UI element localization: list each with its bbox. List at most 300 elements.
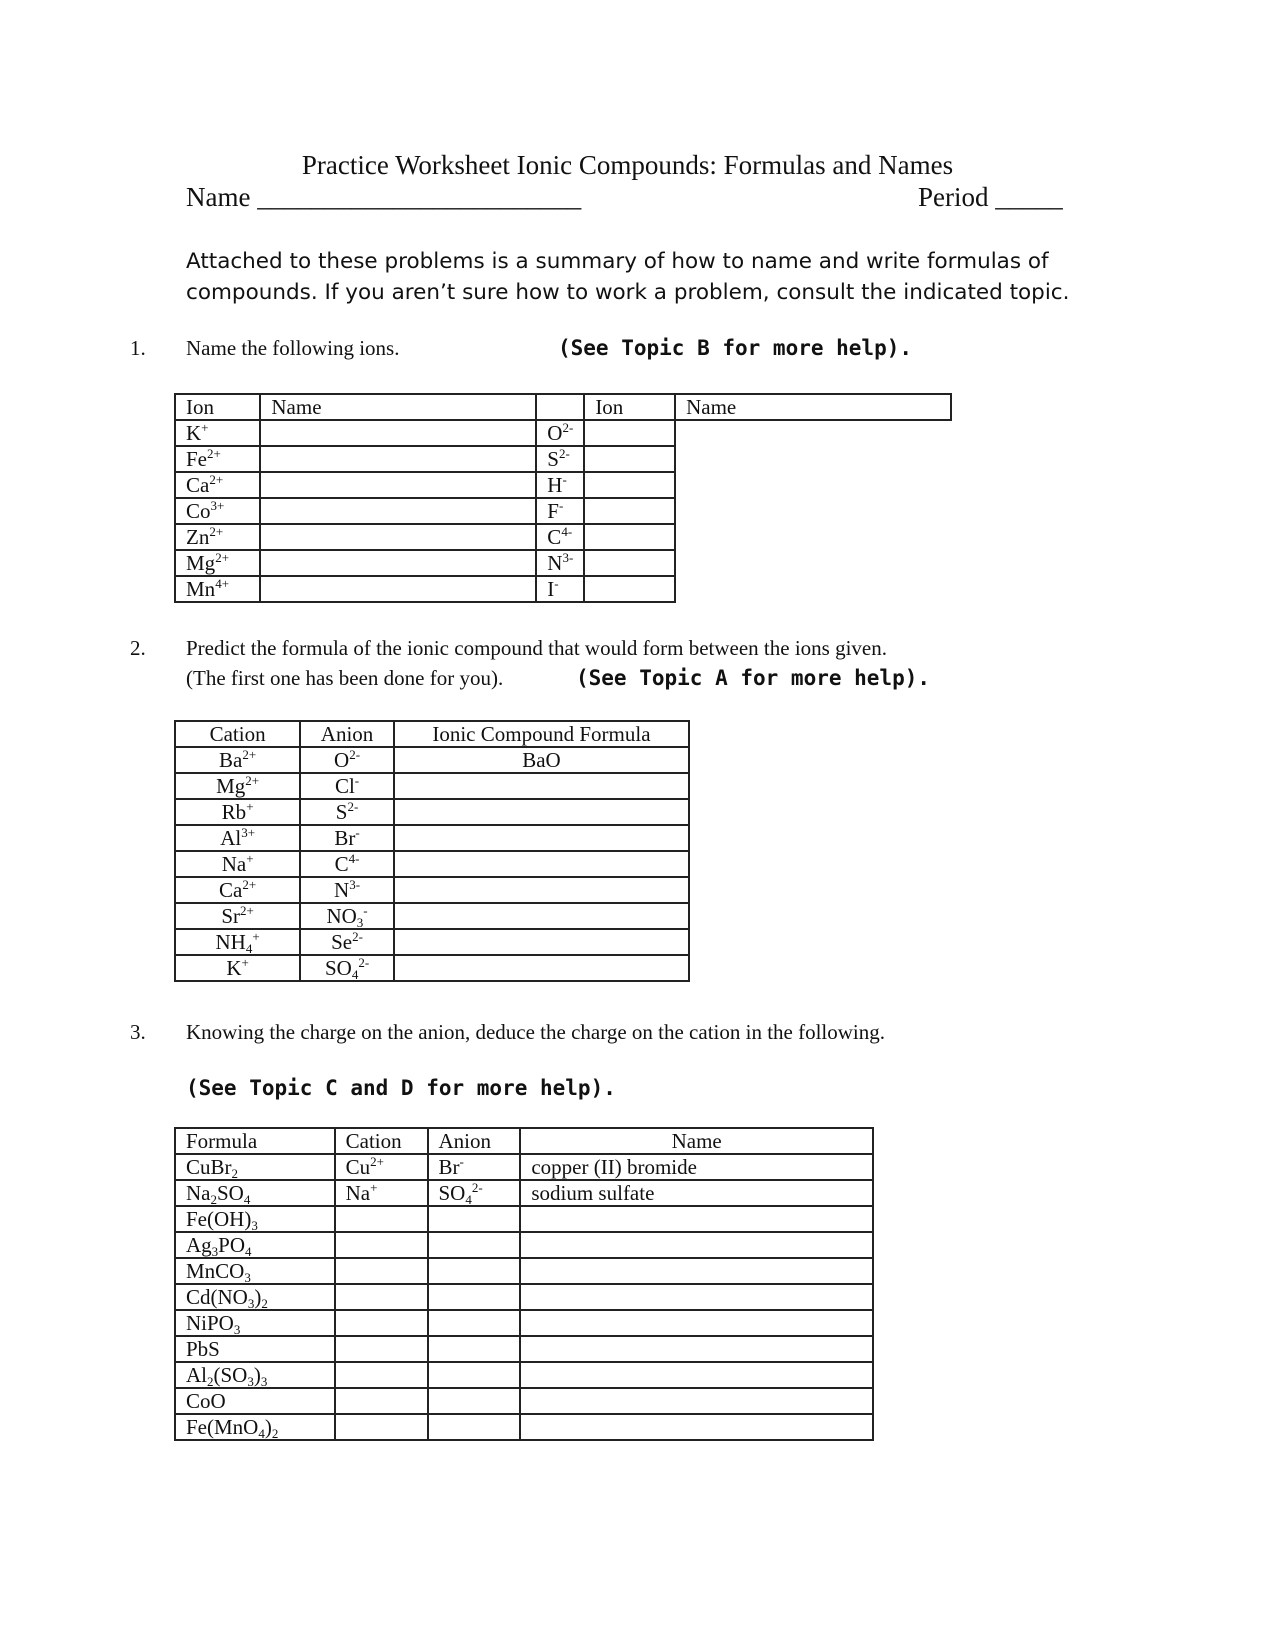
ion-i xyxy=(547,577,558,601)
formula-part: CoO xyxy=(186,1389,226,1413)
ion-cell xyxy=(536,472,584,498)
cation-charge: 3+ xyxy=(241,825,256,840)
ion-k-symbol: K xyxy=(186,421,202,445)
compound-name-answer[interactable] xyxy=(520,1310,873,1336)
compound-name-answer[interactable] xyxy=(520,1258,873,1284)
ion-mn-charge: 4+ xyxy=(215,576,230,591)
cation xyxy=(219,878,256,902)
cation xyxy=(222,800,254,824)
anion-answer[interactable] xyxy=(428,1414,521,1440)
anion-answer[interactable] xyxy=(428,1206,521,1232)
cation-charge-row xyxy=(175,1388,873,1414)
cation-charge-row xyxy=(175,1414,873,1440)
formula-part: Ag xyxy=(186,1233,212,1257)
ion-n-charge: 3- xyxy=(562,550,574,565)
ion-cell xyxy=(175,472,260,498)
q1-number: 1. xyxy=(130,336,146,360)
cation-charge-row xyxy=(175,1206,873,1232)
cation-charge-table xyxy=(174,1127,874,1441)
formula-part: Cu xyxy=(186,1155,211,1179)
formula-table-row xyxy=(175,773,689,799)
ion-cell xyxy=(536,524,584,550)
cation-charge: 2+ xyxy=(245,773,260,788)
formula-part: Na xyxy=(186,1181,211,1205)
cation-symbol: Al xyxy=(220,826,242,850)
cation-charge-row xyxy=(175,1154,873,1180)
student-name-field[interactable]: Name ________________________ xyxy=(186,182,582,212)
formula-part: Fe(OH) xyxy=(186,1207,252,1231)
anion-answer[interactable] xyxy=(428,1180,521,1206)
compound-formula xyxy=(175,1414,335,1440)
ion-c-symbol: C xyxy=(547,525,562,549)
name-col-header: Name xyxy=(520,1128,873,1154)
anion-symbol: C xyxy=(334,852,349,876)
formula-subscript: 2 xyxy=(271,1426,279,1441)
ions-table-row xyxy=(175,498,951,524)
anion-answer[interactable] xyxy=(428,1258,521,1284)
formula-table-row xyxy=(175,903,689,929)
ion-f-symbol: F xyxy=(547,499,559,523)
formula-part: ) xyxy=(253,1363,261,1387)
anion xyxy=(334,748,360,772)
cation-symbol: Sr xyxy=(221,904,241,928)
cation-answer[interactable] xyxy=(335,1232,428,1258)
formula-table-row xyxy=(175,877,689,903)
ion-k xyxy=(186,421,209,445)
ions-table-row xyxy=(175,524,951,550)
formula-table-header xyxy=(175,721,689,747)
ions-table-row xyxy=(175,472,951,498)
anion xyxy=(334,878,360,902)
cation-charge-row xyxy=(175,1310,873,1336)
cation-cell xyxy=(175,747,300,773)
formula-answer[interactable] xyxy=(394,955,689,981)
ion-f xyxy=(547,499,563,523)
formula-part: PO xyxy=(218,1233,246,1257)
formula-subscript: 3 xyxy=(211,1244,219,1259)
ion-mg xyxy=(186,551,229,575)
intro-text xyxy=(186,246,1086,308)
ion-co-charge: 3+ xyxy=(210,498,225,513)
ion-mn-symbol: Mn xyxy=(186,577,216,601)
cation xyxy=(219,748,256,772)
q3-number: 3. xyxy=(130,1020,146,1044)
cation xyxy=(221,904,254,928)
formula-table-row xyxy=(175,747,689,773)
ions-table-header xyxy=(175,394,951,420)
formula-table-row xyxy=(175,955,689,981)
anion-charge: 2- xyxy=(349,747,361,762)
anion-charge: - xyxy=(355,825,360,840)
ion-s-charge: 2- xyxy=(558,446,570,461)
compound-formula xyxy=(175,1388,335,1414)
cation-symbol: Cu xyxy=(345,1155,371,1179)
formula-table xyxy=(174,720,690,982)
cation xyxy=(220,826,255,850)
formula-table-row xyxy=(175,851,689,877)
ion-name-answer[interactable] xyxy=(584,472,675,498)
ion-i-charge: - xyxy=(554,576,559,591)
cation-charge: 2+ xyxy=(240,903,254,918)
intro-line-2: compounds. If you aren’t sure how to work a problem, consult the indicated topic. xyxy=(186,280,1070,305)
compound-name-answer[interactable] xyxy=(520,1284,873,1310)
ions-table-row xyxy=(175,576,951,602)
ion-cell xyxy=(175,446,260,472)
anion xyxy=(335,852,360,876)
formula-answer[interactable] xyxy=(394,877,689,903)
compound-formula xyxy=(175,1180,335,1206)
anion-symbol: Br xyxy=(334,826,356,850)
cation-charge-row xyxy=(175,1258,873,1284)
formula-subscript: 2 xyxy=(231,1166,239,1181)
formula-answer[interactable] xyxy=(394,825,689,851)
q2-text-line-1: Predict the formula of the ionic compound that would form between the ions given. xyxy=(186,636,887,660)
anion-symbol: Br xyxy=(438,1155,460,1179)
formula-part: ) xyxy=(254,1285,262,1309)
cation-charge: + xyxy=(241,955,249,970)
cation-symbol: NH xyxy=(215,930,246,954)
formula-part: (SO xyxy=(213,1363,248,1387)
anion-symbol: N xyxy=(334,878,350,902)
ion-h-charge: - xyxy=(562,472,567,487)
compound-name-answer[interactable] xyxy=(520,1206,873,1232)
formula-answer[interactable] xyxy=(394,929,689,955)
cation-answer[interactable] xyxy=(335,1206,428,1232)
cation-symbol: Rb xyxy=(221,800,247,824)
cation-symbol: Ca xyxy=(219,878,243,902)
cation xyxy=(226,956,249,980)
ions-table xyxy=(174,393,952,603)
ion-name-answer[interactable] xyxy=(260,576,536,602)
anion-symbol: SO xyxy=(438,1181,466,1205)
anion-col-header: Anion xyxy=(428,1128,521,1154)
anion-subscript: 4 xyxy=(465,1192,472,1207)
ion-cell xyxy=(175,576,260,602)
cation-cell xyxy=(175,799,300,825)
formula-answer[interactable]: BaO xyxy=(394,747,689,773)
q1-text: Name the following ions. xyxy=(186,336,400,360)
formula-col-header: Formula xyxy=(175,1128,335,1154)
anion-symbol: Cl xyxy=(334,774,355,798)
anion-cell xyxy=(300,825,394,851)
anion-charge: 2- xyxy=(471,1180,483,1195)
cation-answer[interactable] xyxy=(335,1336,428,1362)
formula-subscript: 3 xyxy=(247,1374,254,1389)
anion xyxy=(331,930,363,954)
formula-table-row xyxy=(175,929,689,955)
compound-name-answer[interactable] xyxy=(520,1232,873,1258)
formula-subscript: 2 xyxy=(261,1296,268,1311)
ion-mn xyxy=(186,577,229,601)
ion-co-symbol: Co xyxy=(186,499,211,523)
ion-name-answer[interactable] xyxy=(584,524,675,550)
q3-text: Knowing the charge on the anion, deduce the charge on the cation in the following. xyxy=(186,1020,886,1044)
ion-s-symbol: S xyxy=(547,447,559,471)
ion-o xyxy=(547,421,573,445)
cation-charge: 2+ xyxy=(242,747,257,762)
ion-cell xyxy=(175,524,260,550)
q3-help: (See Topic C and D for more help). xyxy=(186,1076,616,1100)
formula-subscript: 4 xyxy=(245,1244,252,1259)
compound-name-answer[interactable] xyxy=(520,1414,873,1440)
cation-answer[interactable] xyxy=(335,1154,428,1180)
ion-ca-charge: 2+ xyxy=(209,472,224,487)
formula-answer[interactable] xyxy=(394,903,689,929)
q2-number: 2. xyxy=(130,636,146,660)
cation-answer[interactable] xyxy=(335,1180,428,1206)
ion-i-symbol: I xyxy=(547,577,555,601)
cation-charge: + xyxy=(370,1180,378,1195)
ion-h xyxy=(547,473,567,497)
anion xyxy=(335,774,359,798)
anion-answer[interactable] xyxy=(428,1284,521,1310)
ion-name-answer[interactable] xyxy=(584,498,675,524)
compound-formula xyxy=(175,1154,335,1180)
name-header-right: Name xyxy=(675,394,951,420)
ion-n xyxy=(547,551,573,575)
anion xyxy=(439,1155,464,1179)
cation xyxy=(346,1181,378,1205)
cation-charge-row xyxy=(175,1284,873,1310)
anion-charge: 3- xyxy=(349,877,361,892)
ion-zn-charge: 2+ xyxy=(209,524,224,539)
cation-col-header: Cation xyxy=(335,1128,428,1154)
formula-subscript: 2 xyxy=(207,1374,214,1389)
compound-formula xyxy=(175,1232,335,1258)
ion-n-symbol: N xyxy=(547,551,563,575)
cation xyxy=(222,852,254,876)
q2-help: (See Topic A for more help). xyxy=(576,666,931,690)
anion-charge: 2- xyxy=(358,955,370,970)
ion-name-answer[interactable] xyxy=(260,524,536,550)
formula-part: ) xyxy=(264,1415,272,1439)
ions-table-row xyxy=(175,550,951,576)
ion-name-answer[interactable] xyxy=(584,550,675,576)
ion-fe xyxy=(186,447,221,471)
formula-part: Al xyxy=(186,1363,207,1387)
formula-header: Ionic Compound Formula xyxy=(394,721,689,747)
formula-part: Br xyxy=(210,1155,232,1179)
ion-cell xyxy=(175,550,260,576)
compound-name-answer[interactable] xyxy=(520,1336,873,1362)
q1-help: (See Topic B for more help). xyxy=(558,336,913,360)
cation-symbol: Ba xyxy=(219,748,243,772)
formula-subscript: 2 xyxy=(210,1192,217,1207)
ion-name-answer[interactable] xyxy=(260,472,536,498)
anion-charge: - xyxy=(354,773,360,788)
name-header-left: Name xyxy=(260,394,536,420)
cation-answer[interactable] xyxy=(335,1284,428,1310)
formula-table-row xyxy=(175,825,689,851)
anion-symbol: SO xyxy=(324,956,352,980)
anion-cell xyxy=(300,955,394,981)
formula-part: Fe(MnO xyxy=(186,1415,259,1439)
anion xyxy=(439,1181,483,1205)
cation-cell xyxy=(175,929,300,955)
compound-name-answer[interactable]: sodium sulfate xyxy=(520,1180,873,1206)
cation-subscript: 4 xyxy=(245,941,253,956)
anion-cell xyxy=(300,799,394,825)
formula-subscript: 3 xyxy=(244,1270,251,1285)
cation-cell xyxy=(175,955,300,981)
ion-name-answer[interactable] xyxy=(260,550,536,576)
anion-subscript: 4 xyxy=(351,967,359,982)
anion-answer[interactable] xyxy=(428,1154,521,1180)
formula-answer[interactable] xyxy=(394,851,689,877)
anion xyxy=(325,956,369,980)
cation-symbol: Na xyxy=(345,1181,371,1205)
ion-o-charge: 2- xyxy=(562,420,574,435)
anion-symbol: NO xyxy=(326,904,357,928)
ion-fe-charge: 2+ xyxy=(207,446,221,461)
formula-subscript: 4 xyxy=(243,1192,251,1207)
formula-subscript: 3 xyxy=(251,1218,258,1233)
compound-name-answer[interactable]: copper (II) bromide xyxy=(520,1154,873,1180)
compound-formula xyxy=(175,1284,335,1310)
ion-c xyxy=(547,525,572,549)
table-gap xyxy=(536,394,584,420)
cation-charge-row xyxy=(175,1180,873,1206)
cation-charge: 2+ xyxy=(242,877,257,892)
cation-charge-row xyxy=(175,1232,873,1258)
cation-answer[interactable] xyxy=(335,1310,428,1336)
cation-answer[interactable] xyxy=(335,1414,428,1440)
compound-formula xyxy=(175,1362,335,1388)
anion-cell xyxy=(300,851,394,877)
ion-name-answer[interactable] xyxy=(584,420,675,446)
formula-answer[interactable] xyxy=(394,773,689,799)
anion-cell xyxy=(300,903,394,929)
anion-answer[interactable] xyxy=(428,1336,521,1362)
cation-cell xyxy=(175,903,300,929)
ion-k-charge: + xyxy=(201,420,209,435)
ion-mg-charge: 2+ xyxy=(215,550,230,565)
compound-name-answer[interactable] xyxy=(520,1362,873,1388)
anion-answer[interactable] xyxy=(428,1310,521,1336)
ion-s xyxy=(547,447,570,471)
ion-mg-symbol: Mg xyxy=(186,551,216,575)
cation-symbol: K xyxy=(226,956,242,980)
compound-formula xyxy=(175,1206,335,1232)
formula-answer[interactable] xyxy=(394,799,689,825)
cation xyxy=(346,1155,384,1179)
cation-cell xyxy=(175,825,300,851)
compound-formula xyxy=(175,1258,335,1284)
cation-answer[interactable] xyxy=(335,1388,428,1414)
anion-charge: 2- xyxy=(352,929,363,944)
ion-name-answer[interactable] xyxy=(584,576,675,602)
anion-cell xyxy=(300,929,394,955)
ion-cell xyxy=(536,576,584,602)
period-field[interactable]: Period _____ xyxy=(918,182,1063,212)
anion-cell xyxy=(300,773,394,799)
cation-cell xyxy=(175,851,300,877)
anion xyxy=(334,826,359,850)
anion-cell xyxy=(300,877,394,903)
formula-subscript: 3 xyxy=(247,1296,255,1311)
cation xyxy=(216,774,259,798)
cation-symbol: Mg xyxy=(216,774,246,798)
formula-table-row xyxy=(175,799,689,825)
anion-header: Anion xyxy=(300,721,394,747)
formula-part: NiPO xyxy=(186,1311,234,1335)
anion xyxy=(326,904,367,928)
anion-charge: - xyxy=(459,1154,464,1169)
anion xyxy=(336,800,359,824)
ion-fe-symbol: Fe xyxy=(186,447,207,471)
ion-cell xyxy=(536,498,584,524)
ion-header-right: Ion xyxy=(584,394,675,420)
cation-charge-row xyxy=(175,1336,873,1362)
ion-name-answer[interactable] xyxy=(260,420,536,446)
formula-subscript: 4 xyxy=(258,1426,265,1441)
cation-symbol: Na xyxy=(221,852,247,876)
compound-formula xyxy=(175,1310,335,1336)
cation xyxy=(216,930,260,954)
formula-part: Cd(NO xyxy=(186,1285,248,1309)
formula-subscript: 3 xyxy=(233,1322,241,1337)
anion-answer[interactable] xyxy=(428,1362,521,1388)
ion-zn xyxy=(186,525,223,549)
anion-symbol: O xyxy=(334,748,350,772)
formula-part: SO xyxy=(217,1181,244,1205)
cation-header: Cation xyxy=(175,721,300,747)
anion-answer[interactable] xyxy=(428,1388,521,1414)
formula-part: PbS xyxy=(186,1337,220,1361)
compound-formula xyxy=(175,1336,335,1362)
cation-charge: + xyxy=(252,929,260,944)
ion-ca-symbol: Ca xyxy=(186,473,210,497)
cation-answer[interactable] xyxy=(335,1362,428,1388)
cation-answer[interactable] xyxy=(335,1258,428,1284)
ion-header-left: Ion xyxy=(175,394,260,420)
formula-subscript: 3 xyxy=(260,1374,268,1389)
ion-cell xyxy=(175,498,260,524)
ion-f-charge: - xyxy=(558,498,564,513)
ion-name-answer[interactable] xyxy=(260,446,536,472)
anion-charge: - xyxy=(363,903,368,918)
intro-line-1: Attached to these problems is a summary of how to name and write formulas of xyxy=(186,249,1049,274)
cation-charge: + xyxy=(246,799,254,814)
worksheet-title: Practice Worksheet Ionic Compounds: Formulas and Names xyxy=(301,150,954,180)
cation-charge: + xyxy=(246,851,254,866)
ion-name-answer[interactable] xyxy=(260,498,536,524)
ion-cell xyxy=(536,420,584,446)
ion-co xyxy=(186,499,224,523)
ion-name-answer[interactable] xyxy=(584,446,675,472)
anion-symbol: S xyxy=(335,800,348,824)
cation-cell xyxy=(175,877,300,903)
ion-c-charge: 4- xyxy=(561,524,573,539)
cation-charge: 2+ xyxy=(370,1154,384,1169)
anion-answer[interactable] xyxy=(428,1232,521,1258)
ion-h-symbol: H xyxy=(547,473,563,497)
cation-charge-table-header xyxy=(175,1128,873,1154)
formula-part: MnCO xyxy=(186,1259,245,1283)
cation-cell xyxy=(175,773,300,799)
anion-subscript: 3 xyxy=(356,915,364,930)
anion-symbol: Se xyxy=(331,930,353,954)
ions-table-row xyxy=(175,420,951,446)
ion-zn-symbol: Zn xyxy=(186,525,210,549)
ions-table-row xyxy=(175,446,951,472)
ion-cell xyxy=(175,420,260,446)
cation-charge-row xyxy=(175,1362,873,1388)
compound-name-answer[interactable] xyxy=(520,1388,873,1414)
anion-charge: 2- xyxy=(347,799,359,814)
anion-charge: 4- xyxy=(348,851,360,866)
ion-cell xyxy=(536,550,584,576)
